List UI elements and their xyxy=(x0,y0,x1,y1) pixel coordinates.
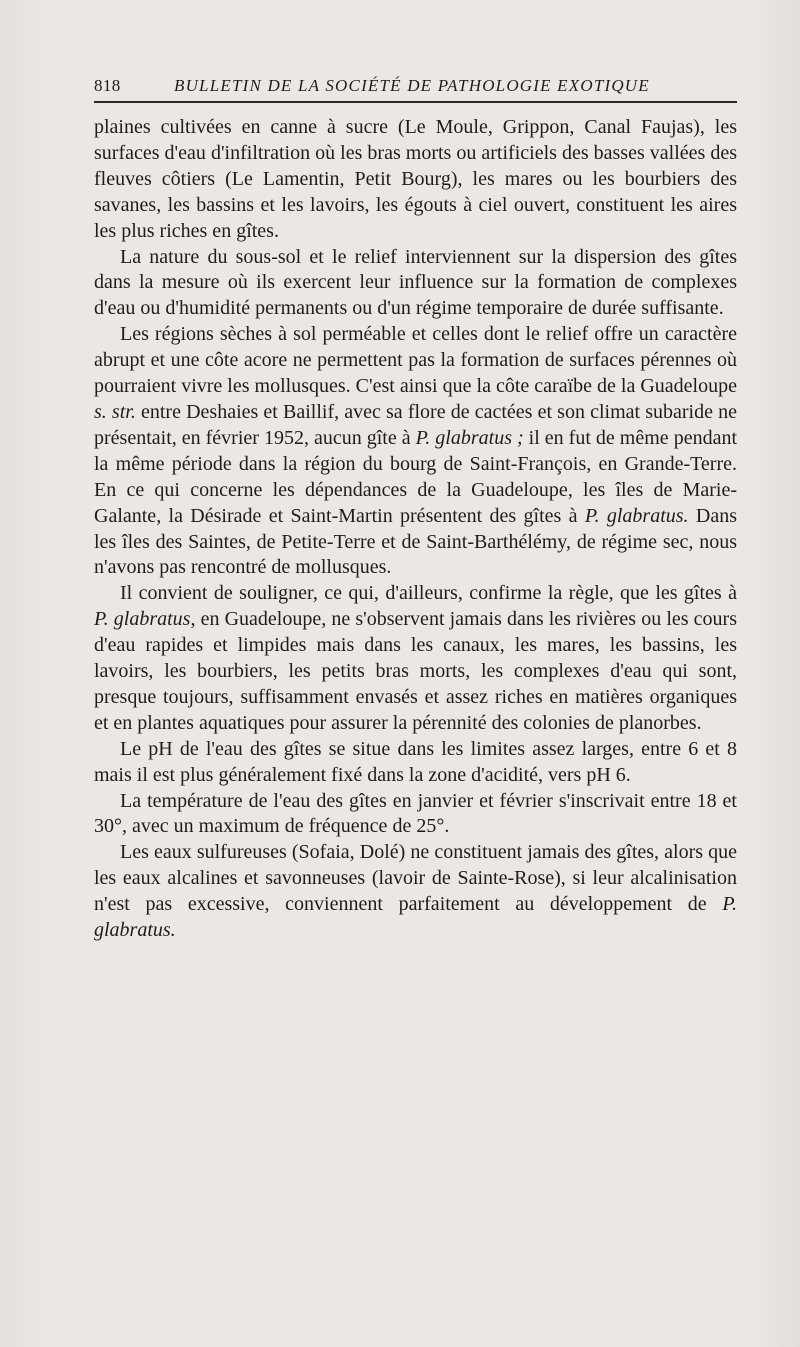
latin-term-s-str: s. str. xyxy=(94,400,136,423)
paragraph-3-text-cont-2: il en fut de même pendant la même période dans la région du bourg de Saint-François, en Grande-Terre. En ce qui concerne les dépendances de la Guadeloupe, les îles de Marie-Galante, la Désirade et Saint-Martin présentent des gîtes à xyxy=(94,426,737,527)
paragraph-4 xyxy=(94,581,737,736)
paragraph-5 xyxy=(94,737,737,789)
article-body xyxy=(94,115,737,944)
paragraph-2-text: La nature du sous-sol et le relief interviennent sur la dispersion des gîtes dans la mesure où ils exercent leur influence sur la formation de complexes d'eau ou d'humidité permanents ou d'un régime temporaire de durée suffisante. xyxy=(94,245,737,320)
paragraph-4-text: Il convient de souligner, ce qui, d'ailleurs, confirme la règle, que les gîtes à xyxy=(120,582,737,605)
species-name: P. glabratus. xyxy=(94,893,737,942)
species-name: P. glabratus, xyxy=(94,608,196,631)
paragraph-3 xyxy=(94,322,737,581)
page-number: 818 xyxy=(94,76,121,95)
paragraph-3-text-cont-3: Dans les îles des Saintes, de Petite-Terre et de Saint-Barthélémy, de régime sec, nous n'avons pas rencontré de mollusques. xyxy=(94,504,738,579)
journal-title: BULLETIN DE LA SOCIÉTÉ DE PATHOLOGIE EXOTIQUE xyxy=(174,76,650,95)
paragraph-5-text: Le pH de l'eau des gîtes se situe dans les limites assez larges, entre 6 et 8 mais il est plus généralement fixé dans la zone d'acidité, vers pH 6. xyxy=(94,737,737,786)
paragraph-4-text-cont: en Guadeloupe, ne s'observent jamais dans les rivières ou les cours d'eau rapides et limpides mais dans les canaux, les mares, les bassins, les lavoirs, les bourbiers, les petits bras morts, les complexes d'eau qui sont, presque toujours, suffisamment envasés et assez riches en matières organiques et en plantes aquatiques pour assurer la pérennité des colonies de planorbes. xyxy=(94,608,737,734)
paragraph-3-text: Les régions sèches à sol perméable et celles dont le relief offre un caractère abrupt et une côte acore ne permettent pas la formation de surfaces pérennes où pourraient vivre les mollusques. C'est ainsi que la côte caraïbe de la Guadeloupe xyxy=(94,323,737,398)
paragraph-2 xyxy=(94,245,737,323)
running-head xyxy=(94,72,737,100)
paragraph-1-text: plaines cultivées en canne à sucre (Le Moule, Grippon, Canal Faujas), les surfaces d'eau d'infiltration où les bras morts ou artificiels des basses vallées des fleuves côtiers (Le Lamentin, Petit Bourg), les mares ou les bourbiers des savanes, les bassins et les lavoirs, les égouts à ciel ouvert, constituent les aires les plus riches en gîtes. xyxy=(94,116,737,242)
species-name: P. glabratus. xyxy=(584,504,689,527)
paragraph-1 xyxy=(94,115,737,245)
paragraph-6-text: La température de l'eau des gîtes en janvier et février s'inscrivait entre 18 et 30°, avec un maximum de fréquence de 25°. xyxy=(94,789,737,838)
paragraph-7 xyxy=(94,840,737,944)
species-name: P. glabratus ; xyxy=(415,426,524,449)
header-rule xyxy=(94,101,737,103)
paragraph-7-text: Les eaux sulfureuses (Sofaia, Dolé) ne constituent jamais des gîtes, alors que les eaux alcalines et savonneuses (lavoir de Sainte-Rose), si leur alcalinisation n'est pas excessive, conviennent parfaitement au développement de xyxy=(94,841,737,916)
paragraph-6 xyxy=(94,789,737,841)
paragraph-3-text-cont: entre Deshaies et Baillif, avec sa flore de cactées et son climat subaride ne présentait, en février 1952, aucun gîte à xyxy=(94,400,737,449)
